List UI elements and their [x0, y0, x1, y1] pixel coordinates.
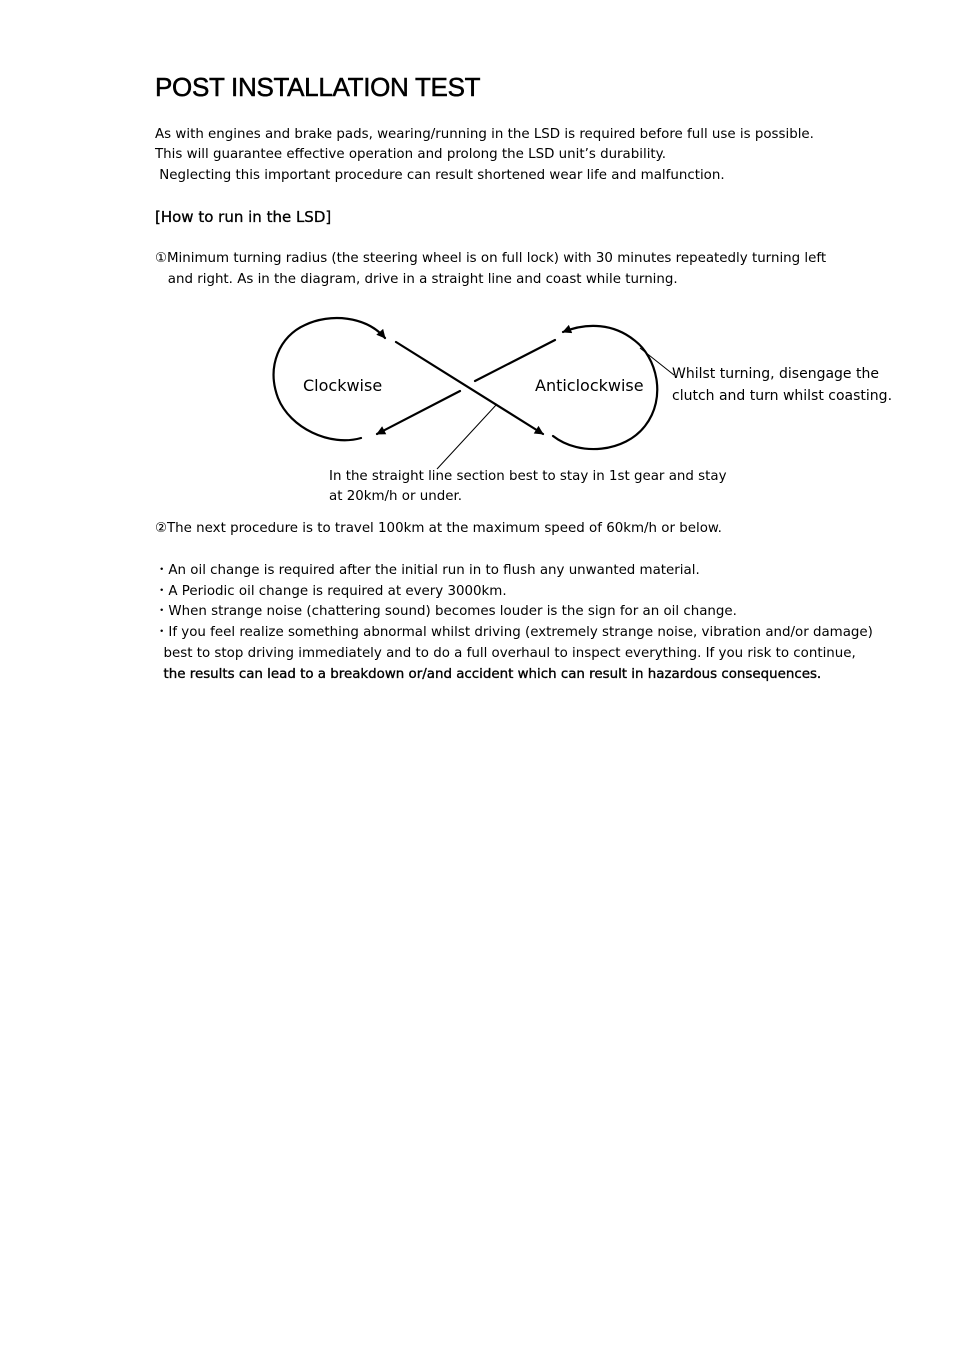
intro-line-2: This will guarantee effective operation and prolong the LSD unit’s durability. [155, 147, 666, 162]
straight-segment-up-upper [475, 340, 555, 381]
turning-note-line-1: Whilst turning, disengage the [672, 366, 879, 382]
straight-segment-up-lower [377, 391, 460, 434]
section-heading: [How to run in the LSD] [155, 208, 332, 226]
note-line-1: ・An oil change is required after the initial run in to flush any unwanted material. [155, 563, 700, 578]
note-line-3: ・When strange noise (chattering sound) becomes louder is the sign for an oil change. [155, 604, 737, 619]
page-title: POST INSTALLATION TEST [155, 72, 481, 102]
anticlockwise-label: Anticlockwise [535, 376, 644, 395]
step1-line-1: ①Minimum turning radius (the steering wheel is on full lock) with 30 minutes repeatedly turning left [155, 251, 827, 266]
intro-line-1: As with engines and brake pads, wearing/running in the LSD is required before full use is possible. [155, 127, 814, 142]
note-line-5: best to stop driving immediately and to do a full overhaul to inspect everything. If you risk to continue, [155, 646, 856, 661]
turning-note-line-2: clutch and turn whilst coasting. [672, 388, 893, 404]
straight-note-line-1: In the straight line section best to stay in 1st gear and stay [329, 469, 727, 484]
clockwise-label: Clockwise [303, 376, 383, 395]
note-line-6-warning: the results can lead to a breakdown or/and accident which can result in hazardous consequences. [155, 667, 822, 682]
step2-line: ②The next procedure is to travel 100km at the maximum speed of 60km/h or below. [155, 521, 722, 536]
note-line-2: ・A Periodic oil change is required at every 3000km. [155, 584, 507, 599]
straight-note-leader [437, 404, 497, 469]
step1-line-2: and right. As in the diagram, drive in a straight line and coast while turning. [155, 272, 678, 287]
note-line-4: ・If you feel realize something abnormal whilst driving (extremely strange noise, vibration and/or damage) [155, 625, 873, 640]
straight-segment-down [396, 342, 543, 434]
intro-line-3: Neglecting this important procedure can result shortened wear life and malfunction. [155, 168, 725, 183]
turning-note-leader [640, 348, 674, 375]
straight-note-line-2: at 20km/h or under. [329, 489, 463, 504]
